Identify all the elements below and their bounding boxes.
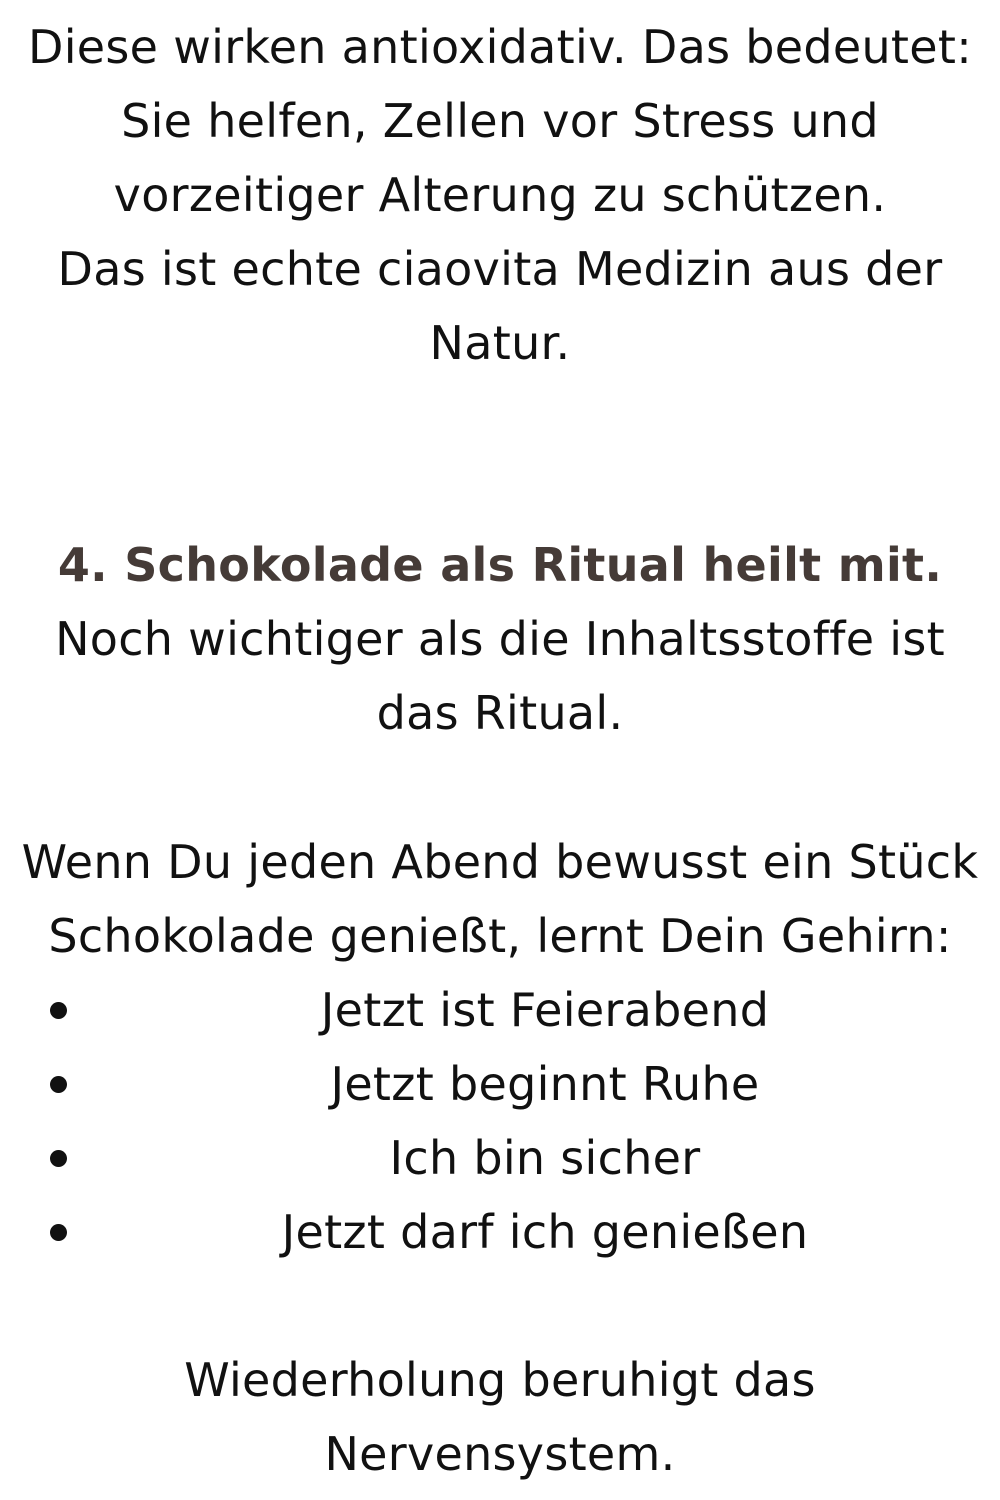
list-item (0, 1047, 1000, 1121)
text-line: das Ritual. (376, 686, 624, 740)
text-line: Schokolade genießt, lernt Dein Gehirn: (48, 909, 952, 963)
list-item (0, 973, 1000, 1047)
intro-paragraph (0, 10, 1000, 380)
text-line: Wiederholung beruhigt das (184, 1353, 816, 1407)
text-line: Wenn Du jeden Abend bewusst ein Stück (21, 835, 979, 889)
ritual-paragraph (0, 825, 1000, 973)
list-item (0, 1195, 1000, 1269)
bullet-icon (50, 1076, 67, 1093)
ritual-bullet-list (0, 973, 1000, 1269)
section-heading: 4. Schokolade als Ritual heilt mit. (57, 538, 943, 592)
text-line: Sie helfen, Zellen vor Stress und (121, 94, 879, 148)
bullet-icon (50, 1002, 67, 1019)
text-line: Diese wirken antioxidativ. Das bedeutet: (28, 20, 972, 74)
list-item (0, 1121, 1000, 1195)
list-item-text: Jetzt beginnt Ruhe (330, 1057, 760, 1111)
text-line: Natur. (429, 316, 571, 370)
closing-paragraph (0, 1343, 1000, 1491)
bullet-icon (50, 1150, 67, 1167)
text-line: Das ist echte ciaovita Medizin aus der (57, 242, 943, 296)
list-item-text: Ich bin sicher (389, 1131, 701, 1185)
bullet-icon (50, 1224, 67, 1241)
list-item-text: Jetzt ist Feierabend (320, 983, 770, 1037)
text-line: vorzeitiger Alterung zu schützen. (113, 168, 887, 222)
text-line: Nervensystem. (324, 1427, 676, 1481)
text-line: Noch wichtiger als die Inhaltsstoffe ist (55, 612, 945, 666)
section-4-paragraph (0, 528, 1000, 750)
list-item-text: Jetzt darf ich genießen (281, 1205, 809, 1259)
